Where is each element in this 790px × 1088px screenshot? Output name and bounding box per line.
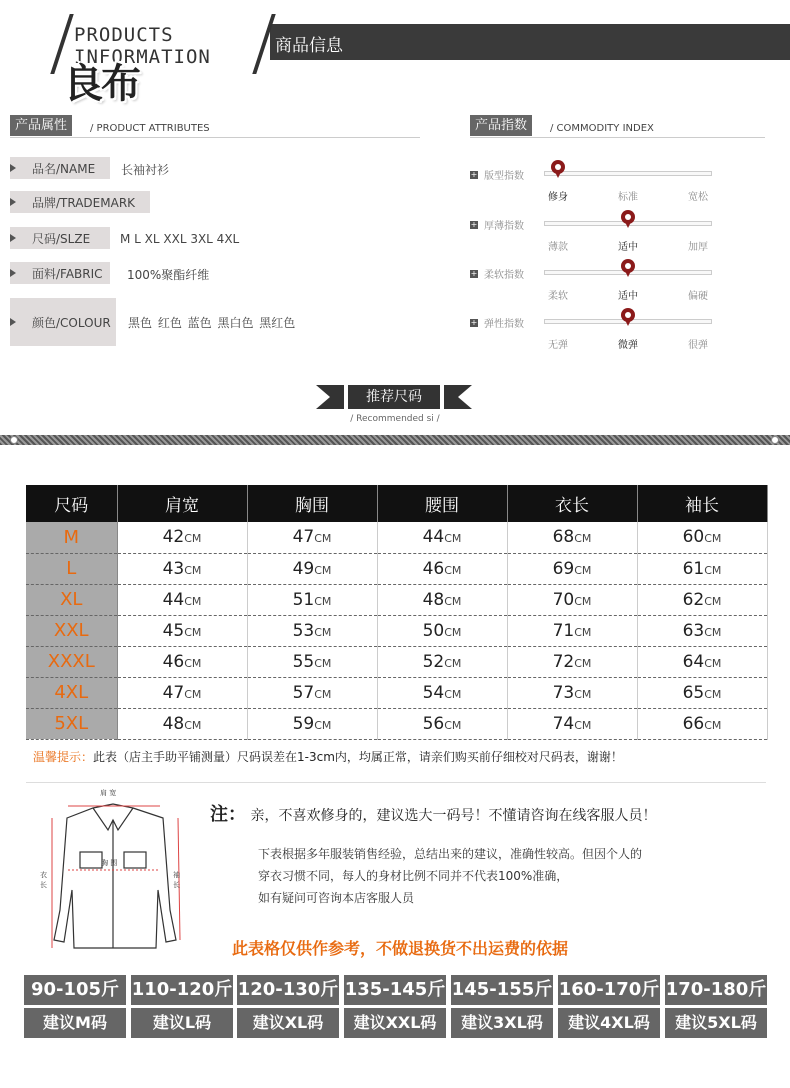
measure-cell: 73CM (507, 677, 637, 708)
measure-cell: 52CM (377, 646, 507, 677)
measure-cell: 50CM (377, 615, 507, 646)
attr-key-size: 尺码/SLZE (10, 227, 110, 249)
index-marker-icon (621, 308, 635, 326)
size-advice: 建议5XL码 (665, 1008, 767, 1038)
stripe-dot-right (771, 436, 779, 444)
table-header-cell: 肩宽 (117, 485, 247, 522)
measure-cell: 53CM (247, 615, 377, 646)
plus-icon: + (470, 317, 478, 327)
diagram-shoulder-label: 肩 宽 (100, 789, 117, 797)
diagram-length-label: 衣 长 (40, 871, 47, 889)
index-option: 宽松 (688, 192, 708, 203)
index-label: + 柔软指数 (470, 268, 524, 281)
index-option: 偏硬 (688, 291, 708, 302)
weight-range: 90-105斤 (24, 975, 126, 1005)
measure-cell: 48CM (377, 584, 507, 615)
measure-cell: 72CM (507, 646, 637, 677)
ribbon-left (316, 385, 344, 409)
attributes-title-en: / PRODUCT ATTRIBUTES (90, 123, 210, 134)
size-table (26, 485, 768, 740)
weight-range: 110-120斤 (131, 975, 233, 1005)
size-cell: 4XL (26, 677, 117, 708)
header-cn-title: 商品信息 (275, 36, 343, 56)
attr-key-fabric: 面料/FABRIC (10, 262, 110, 284)
tip-divider (26, 782, 766, 783)
index-title: 产品指数 (470, 115, 532, 136)
table-row (26, 584, 767, 615)
table-header-cell: 尺码 (26, 485, 117, 522)
note-line-3: 如有疑问可咨询本店客服人员 (258, 891, 415, 905)
weight-range: 170-180斤 (665, 975, 767, 1005)
index-option: 薄款 (548, 242, 568, 253)
note-line-2: 穿衣习惯不同，每人的身材比例不同并不代表100%准确， (258, 869, 569, 883)
measure-cell: 70CM (507, 584, 637, 615)
size-advice: 建议L码 (131, 1008, 233, 1038)
measure-cell: 55CM (247, 646, 377, 677)
size-cell: 5XL (26, 708, 117, 739)
recommend-subtitle: / Recommended si / (350, 414, 440, 424)
measure-cell: 57CM (247, 677, 377, 708)
attr-value-name: 长袖衬衫 (121, 163, 170, 177)
measure-cell: 64CM (637, 646, 767, 677)
size-advice: 建议4XL码 (558, 1008, 660, 1038)
measure-cell: 47CM (117, 677, 247, 708)
measure-cell: 63CM (637, 615, 767, 646)
diagram-chest-label: 胸 围 (101, 859, 118, 867)
size-tip (33, 748, 623, 765)
size-table-header (26, 485, 767, 522)
weight-range: 145-155斤 (451, 975, 553, 1005)
attributes-title: 产品属性 (10, 115, 72, 136)
index-track (544, 171, 712, 176)
tip-label: 温馨提示： (33, 750, 94, 764)
table-row (26, 615, 767, 646)
weight-range: 120-130斤 (237, 975, 339, 1005)
table-row (26, 677, 767, 708)
plus-icon: + (470, 219, 478, 229)
measure-cell: 48CM (117, 708, 247, 739)
measure-cell: 44CM (117, 584, 247, 615)
arrow-icon (10, 198, 16, 206)
measure-cell: 51CM (247, 584, 377, 615)
recommend-title: 推荐尺码 (348, 385, 440, 409)
shirt-measure-diagram (38, 790, 192, 965)
measure-cell: 44CM (377, 522, 507, 553)
index-option: 适中 (618, 291, 638, 302)
size-cell: XXXL (26, 646, 117, 677)
measure-cell: 54CM (377, 677, 507, 708)
measure-cell: 49CM (247, 553, 377, 584)
note-line-1: 下表根据多年服装销售经验，总结出来的建议，准确性较高。但因个人的 (258, 847, 643, 861)
header-en-line1: PRODUCTS (74, 24, 174, 46)
measure-cell: 61CM (637, 553, 767, 584)
measure-cell: 43CM (117, 553, 247, 584)
attr-key-colour: 颜色/COLOUR (10, 298, 116, 346)
index-option: 微弹 (618, 340, 638, 351)
measure-cell: 69CM (507, 553, 637, 584)
measure-cell: 45CM (117, 615, 247, 646)
index-divider (470, 137, 765, 138)
table-header-cell: 胸围 (247, 485, 377, 522)
index-marker-icon (621, 259, 635, 277)
attr-value-fabric: 100%聚酯纤维 (127, 268, 210, 282)
attr-key-name: 品名/NAME (10, 157, 110, 179)
table-header-cell: 衣长 (507, 485, 637, 522)
diagram-sleeve-label: 袖 长 (173, 871, 180, 889)
brand-logo: 良布 (63, 61, 139, 107)
attr-value-size: M L XL XXL 3XL 4XL (120, 232, 240, 246)
index-marker-icon (621, 210, 635, 228)
index-option: 柔软 (548, 291, 568, 302)
note-text: 亲，不喜欢修身的，建议选大一码号！不懂请咨询在线客服人员！ (250, 808, 657, 824)
plus-icon: + (470, 268, 478, 278)
arrow-icon (10, 318, 16, 326)
size-advice: 建议XL码 (237, 1008, 339, 1038)
tip-text: 此表（店主手助平铺测量）尺码误差在1-3cm内，均属正常，请亲们购买前仔细校对尺码表，谢谢！ (93, 750, 623, 764)
measure-cell: 65CM (637, 677, 767, 708)
table-row (26, 522, 767, 553)
measure-cell: 59CM (247, 708, 377, 739)
arrow-icon (10, 234, 16, 242)
index-label: + 厚薄指数 (470, 219, 524, 232)
weight-range: 160-170斤 (558, 975, 660, 1005)
index-option: 加厚 (688, 242, 708, 253)
index-title-en: / COMMODITY INDEX (550, 123, 654, 134)
note-warning: 此表格仅供作参考，不做退换货不出运费的依据 (232, 939, 569, 958)
measure-cell: 71CM (507, 615, 637, 646)
measure-cell: 42CM (117, 522, 247, 553)
divider-stripe (0, 435, 790, 445)
attr-key-trademark: 品牌/TRADEMARK (10, 191, 150, 213)
attributes-divider (10, 137, 420, 138)
measure-cell: 68CM (507, 522, 637, 553)
index-option: 标准 (618, 192, 638, 203)
note-label: 注： (210, 804, 246, 825)
table-header-cell: 袖长 (637, 485, 767, 522)
measure-cell: 56CM (377, 708, 507, 739)
attr-value-colour: 黑色 红色 蓝色 黑白色 黑红色 (128, 316, 296, 330)
size-advice: 建议M码 (24, 1008, 126, 1038)
table-row (26, 708, 767, 739)
arrow-icon (10, 164, 16, 172)
size-advice: 建议XXL码 (344, 1008, 446, 1038)
measure-cell: 46CM (117, 646, 247, 677)
note-heading (210, 800, 656, 826)
table-header-cell: 腰围 (377, 485, 507, 522)
index-label: + 弹性指数 (470, 317, 524, 330)
table-row (26, 646, 767, 677)
measure-cell: 46CM (377, 553, 507, 584)
stripe-dot-left (10, 436, 18, 444)
table-row (26, 553, 767, 584)
size-cell: M (26, 522, 117, 553)
index-option: 无弹 (548, 340, 568, 351)
index-option: 适中 (618, 242, 638, 253)
index-option: 很弹 (688, 340, 708, 351)
measure-cell: 66CM (637, 708, 767, 739)
size-cell: L (26, 553, 117, 584)
measure-cell: 47CM (247, 522, 377, 553)
plus-icon: + (470, 169, 478, 179)
weight-range: 135-145斤 (344, 975, 446, 1005)
size-cell: XL (26, 584, 117, 615)
size-advice: 建议3XL码 (451, 1008, 553, 1038)
measure-cell: 74CM (507, 708, 637, 739)
index-marker-icon (551, 160, 565, 178)
index-label: + 版型指数 (470, 169, 524, 182)
ribbon-right (444, 385, 472, 409)
index-option: 修身 (548, 192, 568, 203)
measure-cell: 60CM (637, 522, 767, 553)
arrow-icon (10, 269, 16, 277)
size-cell: XXL (26, 615, 117, 646)
measure-cell: 62CM (637, 584, 767, 615)
header-en-line2: INFORMATION (74, 46, 211, 68)
